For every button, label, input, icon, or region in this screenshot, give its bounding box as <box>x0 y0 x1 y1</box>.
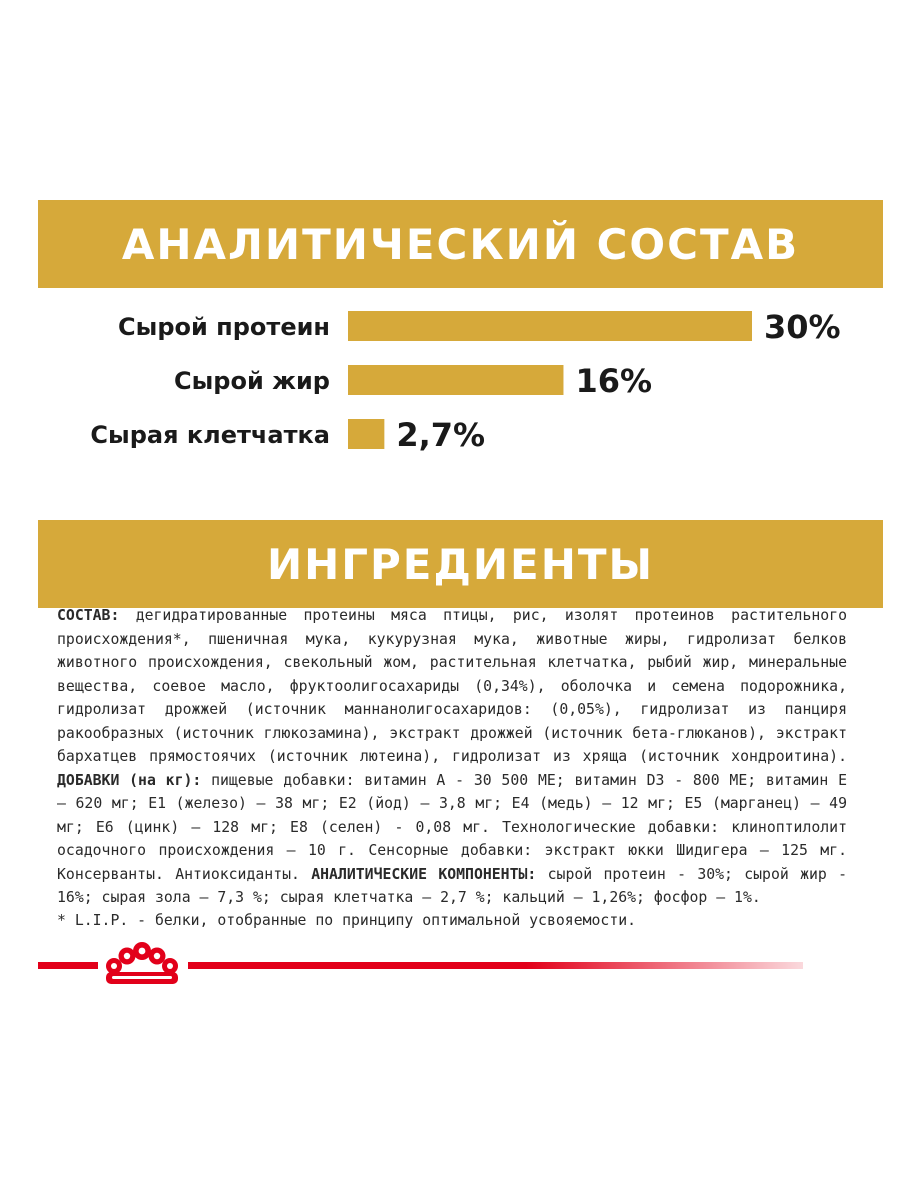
composition-label: СОСТАВ: <box>57 607 120 624</box>
composition-text: дегидратированные протеины мяса птицы, рис, изолят протеинов растительного происхождения*, пшеничная мука, кукурузная мука, животные жиры, гидролизат белков животного происхождения, свекольный жом, растительная клетчатка, рыбий жир, минеральные вещества, соевое масло, фруктоолигосахариды (0,34%), оболочка и семена подорожника, гидролизат дрожжей (источник маннанолигосахаридов: (0,05%), гидролизат из панциря ракообразных (источник глюкозамина), экстракт дрожжей (источник бета-глюканов), экстракт бархатцев прямостоячих (источник лютеина), гидролизат из хряща (источник хондроитина). <box>57 607 847 765</box>
footnote: * L.I.P. - белки, отобранные по принципу оптимальной усвояемости. <box>57 912 637 929</box>
footer-line-left <box>38 962 98 969</box>
bar-value-label: 2,7% <box>396 416 486 454</box>
analysis-title: АНАЛИТИЧЕСКИЙ СОСТАВ <box>121 219 800 269</box>
ingredients-banner <box>38 520 883 608</box>
additives-text: пищевые добавки: витамин А - 30 500 МЕ; витамин D3 - 800 МЕ; витамин Е – 620 мг; Е1 (железо) – 38 мг; Е2 (йод) – 3,8 мг; Е4 (медь) – 12 мг; Е5 (марганец) – 49 мг; Е6 (цинк) – 128 мг; Е8 (селен) - 0,08 мг. Технологические добавки: клиноптилолит осадочного происхождения – 10 г. Сенсорные добавки: экстракт юкки Шидигера – 125 мг. Консерванты. Антиоксиданты. <box>57 771 847 883</box>
footer-line-right <box>188 962 803 969</box>
analytic-components-text: сырой протеин - 30%; сырой жир - 16%; сырая зола – 7,3 %; сырая клетчатка – 2,7 %; кальций – 1,26%; фосфор – 1%. <box>57 865 848 906</box>
bar-category-label: Сырая клетчатка <box>90 421 330 449</box>
bar <box>348 365 563 395</box>
analytic-components-label: АНАЛИТИЧЕСКИЕ КОМПОНЕНТЫ: <box>311 865 537 883</box>
bar-value-label: 16% <box>575 362 653 400</box>
analysis-banner <box>38 200 883 288</box>
bar <box>348 419 384 449</box>
analysis-bar-chart <box>0 290 900 460</box>
bar-value-label: 30% <box>764 308 841 346</box>
bar <box>348 311 752 341</box>
bar-category-label: Сырой жир <box>173 367 330 395</box>
bar-category-label: Сырой протеин <box>118 313 330 341</box>
additives-label: ДОБАВКИ (на кг): <box>57 771 202 789</box>
royal-canin-crown-icon <box>100 936 184 988</box>
ingredients-text <box>57 604 847 910</box>
ingredients-title: ИНГРЕДИЕНТЫ <box>266 539 655 589</box>
